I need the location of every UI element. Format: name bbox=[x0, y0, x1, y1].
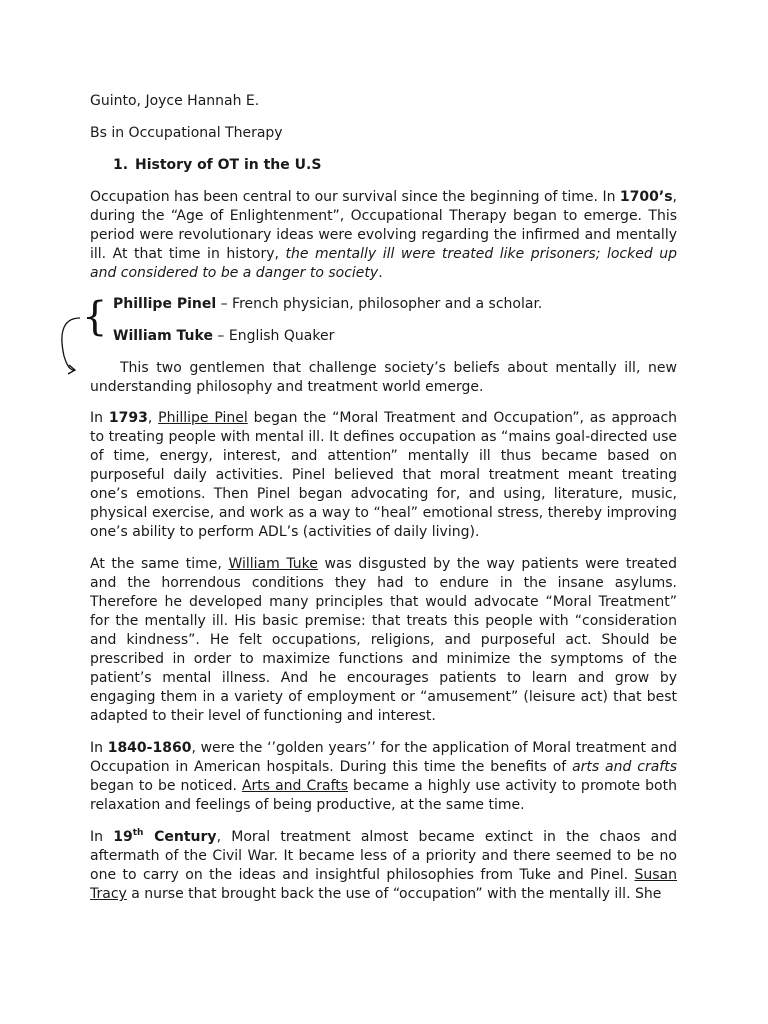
person-desc: – English Quaker bbox=[212, 328, 335, 344]
section-heading bbox=[113, 156, 673, 175]
paragraph-gentlemen: This two gentlemen that challenge society’s beliefs about mentally ill, new understanding philosophy and treatment world emerge. bbox=[90, 360, 677, 395]
paragraph-19th-century bbox=[90, 828, 677, 904]
text-run: In bbox=[90, 740, 108, 756]
underlined-text: Arts and Crafts bbox=[241, 778, 349, 794]
text-run: , bbox=[147, 410, 159, 426]
century-word: Century bbox=[143, 829, 217, 845]
century-number: 19 bbox=[113, 829, 133, 845]
bold-year: 1793 bbox=[108, 410, 148, 426]
superscript: th bbox=[132, 828, 144, 838]
person-name: William Tuke bbox=[113, 328, 213, 344]
italic-text: arts and crafts bbox=[572, 759, 677, 775]
paragraph-intro bbox=[90, 188, 677, 283]
paragraph-tuke bbox=[90, 555, 677, 726]
text-run: began to be noticed. bbox=[90, 778, 242, 794]
text-run: In bbox=[90, 410, 109, 426]
paragraph-1840 bbox=[90, 739, 677, 815]
underlined-name: William Tuke bbox=[228, 556, 318, 572]
bold-year: 1840-1860 bbox=[107, 740, 192, 756]
text-run: At the same time, bbox=[90, 556, 229, 572]
text-run: a nurse that brought back the use of “occupation” with the mentally ill. She bbox=[126, 886, 662, 902]
italic-text: the mentally ill were treated like prisoners; locked up and considered to be a danger to society bbox=[90, 246, 677, 281]
person-pinel bbox=[113, 295, 673, 314]
heading-title: History of OT in the U.S bbox=[135, 157, 322, 173]
text-run: , were the ‘’golden years’’ for the application of Moral treatment and Occupation in American hospitals. During this time the benefits of bbox=[90, 740, 678, 775]
text-run: became a highly use activity to promote both relaxation and feelings of being productive, at the same time. bbox=[90, 778, 677, 813]
person-name: Phillipe Pinel bbox=[113, 296, 217, 312]
heading-number: 1. bbox=[113, 157, 129, 173]
text-run: , during the “Age of Enlightenment”, Occupational Therapy began to emerge. This period were revolutionary ideas were evolving regarding the infirmed and mentally ill. At that time in history, bbox=[90, 189, 677, 262]
svg-text:{: { bbox=[82, 294, 108, 340]
bold-year: 1700’s bbox=[619, 189, 673, 205]
underlined-name: Phillipe Pinel bbox=[158, 410, 248, 426]
bold-century bbox=[113, 829, 216, 845]
paragraph-1793 bbox=[90, 409, 677, 542]
degree-line: Bs in Occupational Therapy bbox=[90, 125, 283, 141]
text-run: was disgusted by the way patients were treated and the horrendous conditions they had to endure in the insane asylums. Therefore he developed many principles that would advocate “Moral Treatment” for the mentally ill. His basic premise: that treats this people with “consideration and kindness”. He felt occupations, religions, and purposeful act. Should be prescribed in order to maximize functions and minimize the symptoms of the patient’s mental illness. And he encourages patients to learn and grow by engaging them in a variety of employment or “amusement” (leisure act) that best adapted to their level of functioning and interest. bbox=[90, 556, 678, 724]
person-tuke bbox=[113, 327, 673, 346]
text-run: Occupation has been central to our survival since the beginning of time. In bbox=[90, 189, 620, 205]
text-run: In bbox=[90, 829, 114, 845]
person-desc: – French physician, philosopher and a scholar. bbox=[216, 296, 543, 312]
text-run: , Moral treatment almost became extinct in the chaos and aftermath of the Civil War. It became less of a priority and there seemed to be no one to carry on the ideas and insightful philosophies from Tuke and Pinel. bbox=[90, 829, 677, 883]
text-run: began the “Moral Treatment and Occupation”, as approach to treating people with mental ill. It defines occupation as “mains goal-directed use of time, energy, interest, and attention” mentally ill thus became based on purposeful daily activities. Pinel believed that moral treatment meant treating one’s emotions. Then Pinel began advocating for, and using, literature, music, physical exercise, and work as a way to “heal” emotional stress, thereby improving one’s ability to perform ADL’s (activities of daily living). bbox=[90, 410, 678, 540]
underlined-name: Susan Tracy bbox=[90, 867, 677, 902]
text-run: . bbox=[378, 265, 383, 281]
author-name: Guinto, Joyce Hannah E. bbox=[90, 93, 260, 109]
